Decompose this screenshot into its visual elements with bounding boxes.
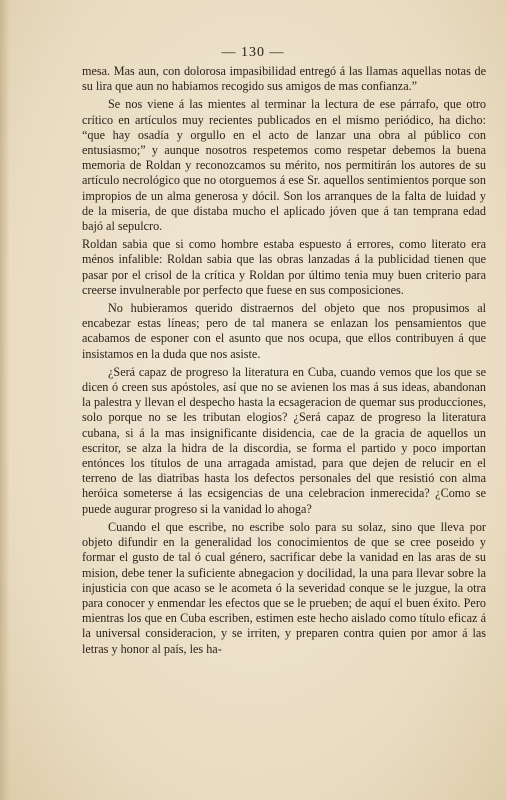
page-edge-shadow [0, 0, 10, 800]
paragraph-continuation: mesa. Mas aun, con dolorosa impasibilidad entregó á las llamas aquellas notas de su lira que aun no habiamos recogido sus amigos de mas confianza.” [82, 64, 486, 94]
paragraph: No hubieramos querido distraernos del objeto que nos propusimos al encabezar estas líneas; pero de tal manera se enlazan los pensamientos que acabamos de esponer con el asunto que nos ocupa, que ellos contribuyen á que insistamos en la duda que nos asiste. [82, 301, 486, 361]
paragraph: ¿Será capaz de progreso la literatura en Cuba, cuando vemos que los que se dicen ó creen sus apóstoles, así que no se avienen los mas á sus ideas, abandonan la palestra y llevan el despecho hasta la ecsageracion de quemar sus producciones, solo porque no se les tributan elogios? ¿Será capaz de progreso la literatura cubana, si á la mas insignificante disidencia, cae de la gracia de aquellos un escritor, se alza la hidra de la discordia, se forma el partido y poco importan entónces los títulos de una arragada amistad, para que dejen de relucir en el terreno de las diatribas hasta los defectos personales del que resistió con alma heróica someterse á las ecsigencias de una celebracion inmerecida? ¿Como se puede augurar progreso si la vanidad lo ahoga? [82, 364, 486, 516]
body-text [82, 64, 486, 660]
paragraph: Cuando el que escribe, no escribe solo para su solaz, sino que lleva por objeto difundir en la generalidad los conocimientos de que se cree poseido y formar el gusto de tal ó cual género, sacrificar debe la vanidad en las aras de su mision, debe tener la suficiente abnegacion y docilidad, la una para llevar sobre la injusticia con que acaso se le acometa ó la severidad conque se le juzgue, la otra para conocer y enmendar les efectos que se le prueben; de aquí el buen éxito. Pero mientras los que en Cuba escriben, estimen este hecho aislado como título eficaz á la universal consideracion, y se irriten, y preparen contra quien por amor á las letras y honor al país, les ha- [82, 519, 486, 656]
paragraph: Roldan sabia que si como hombre estaba espuesto á errores, como literato era ménos infalible: Roldan sabia que las obras lanzadas á la publicidad tienen que pasar por el crisol de la crítica y Roldan por último tenia muy buen criterio para creerse invulnerable por perfecto que fuese en sus composiciones. [82, 237, 486, 297]
paragraph: Se nos viene á las mientes al terminar la lectura de ese párrafo, que otro crítico en artículos muy recientes publicados en el mismo periódico, ha dicho: “que hay osadía y orgullo en el acto de lanzar una obra al público con entusiasmo;” y aunque nosotros respetemos como respetar debemos la buena memoria de Roldan y reconozcamos su mérito, nos permitirán los autores de su artículo necrológico que no otorguemos á ese Sr. aquellos sentimientos porque son impropios de un alma generosa y dócil. Son los arranques de la falta de luidad y de la miseria, de que distaba mucho el aplicado jóven que á tan temprana edad bajó al sepulcro. [82, 97, 486, 234]
page-number: — 130 — [221, 45, 285, 60]
